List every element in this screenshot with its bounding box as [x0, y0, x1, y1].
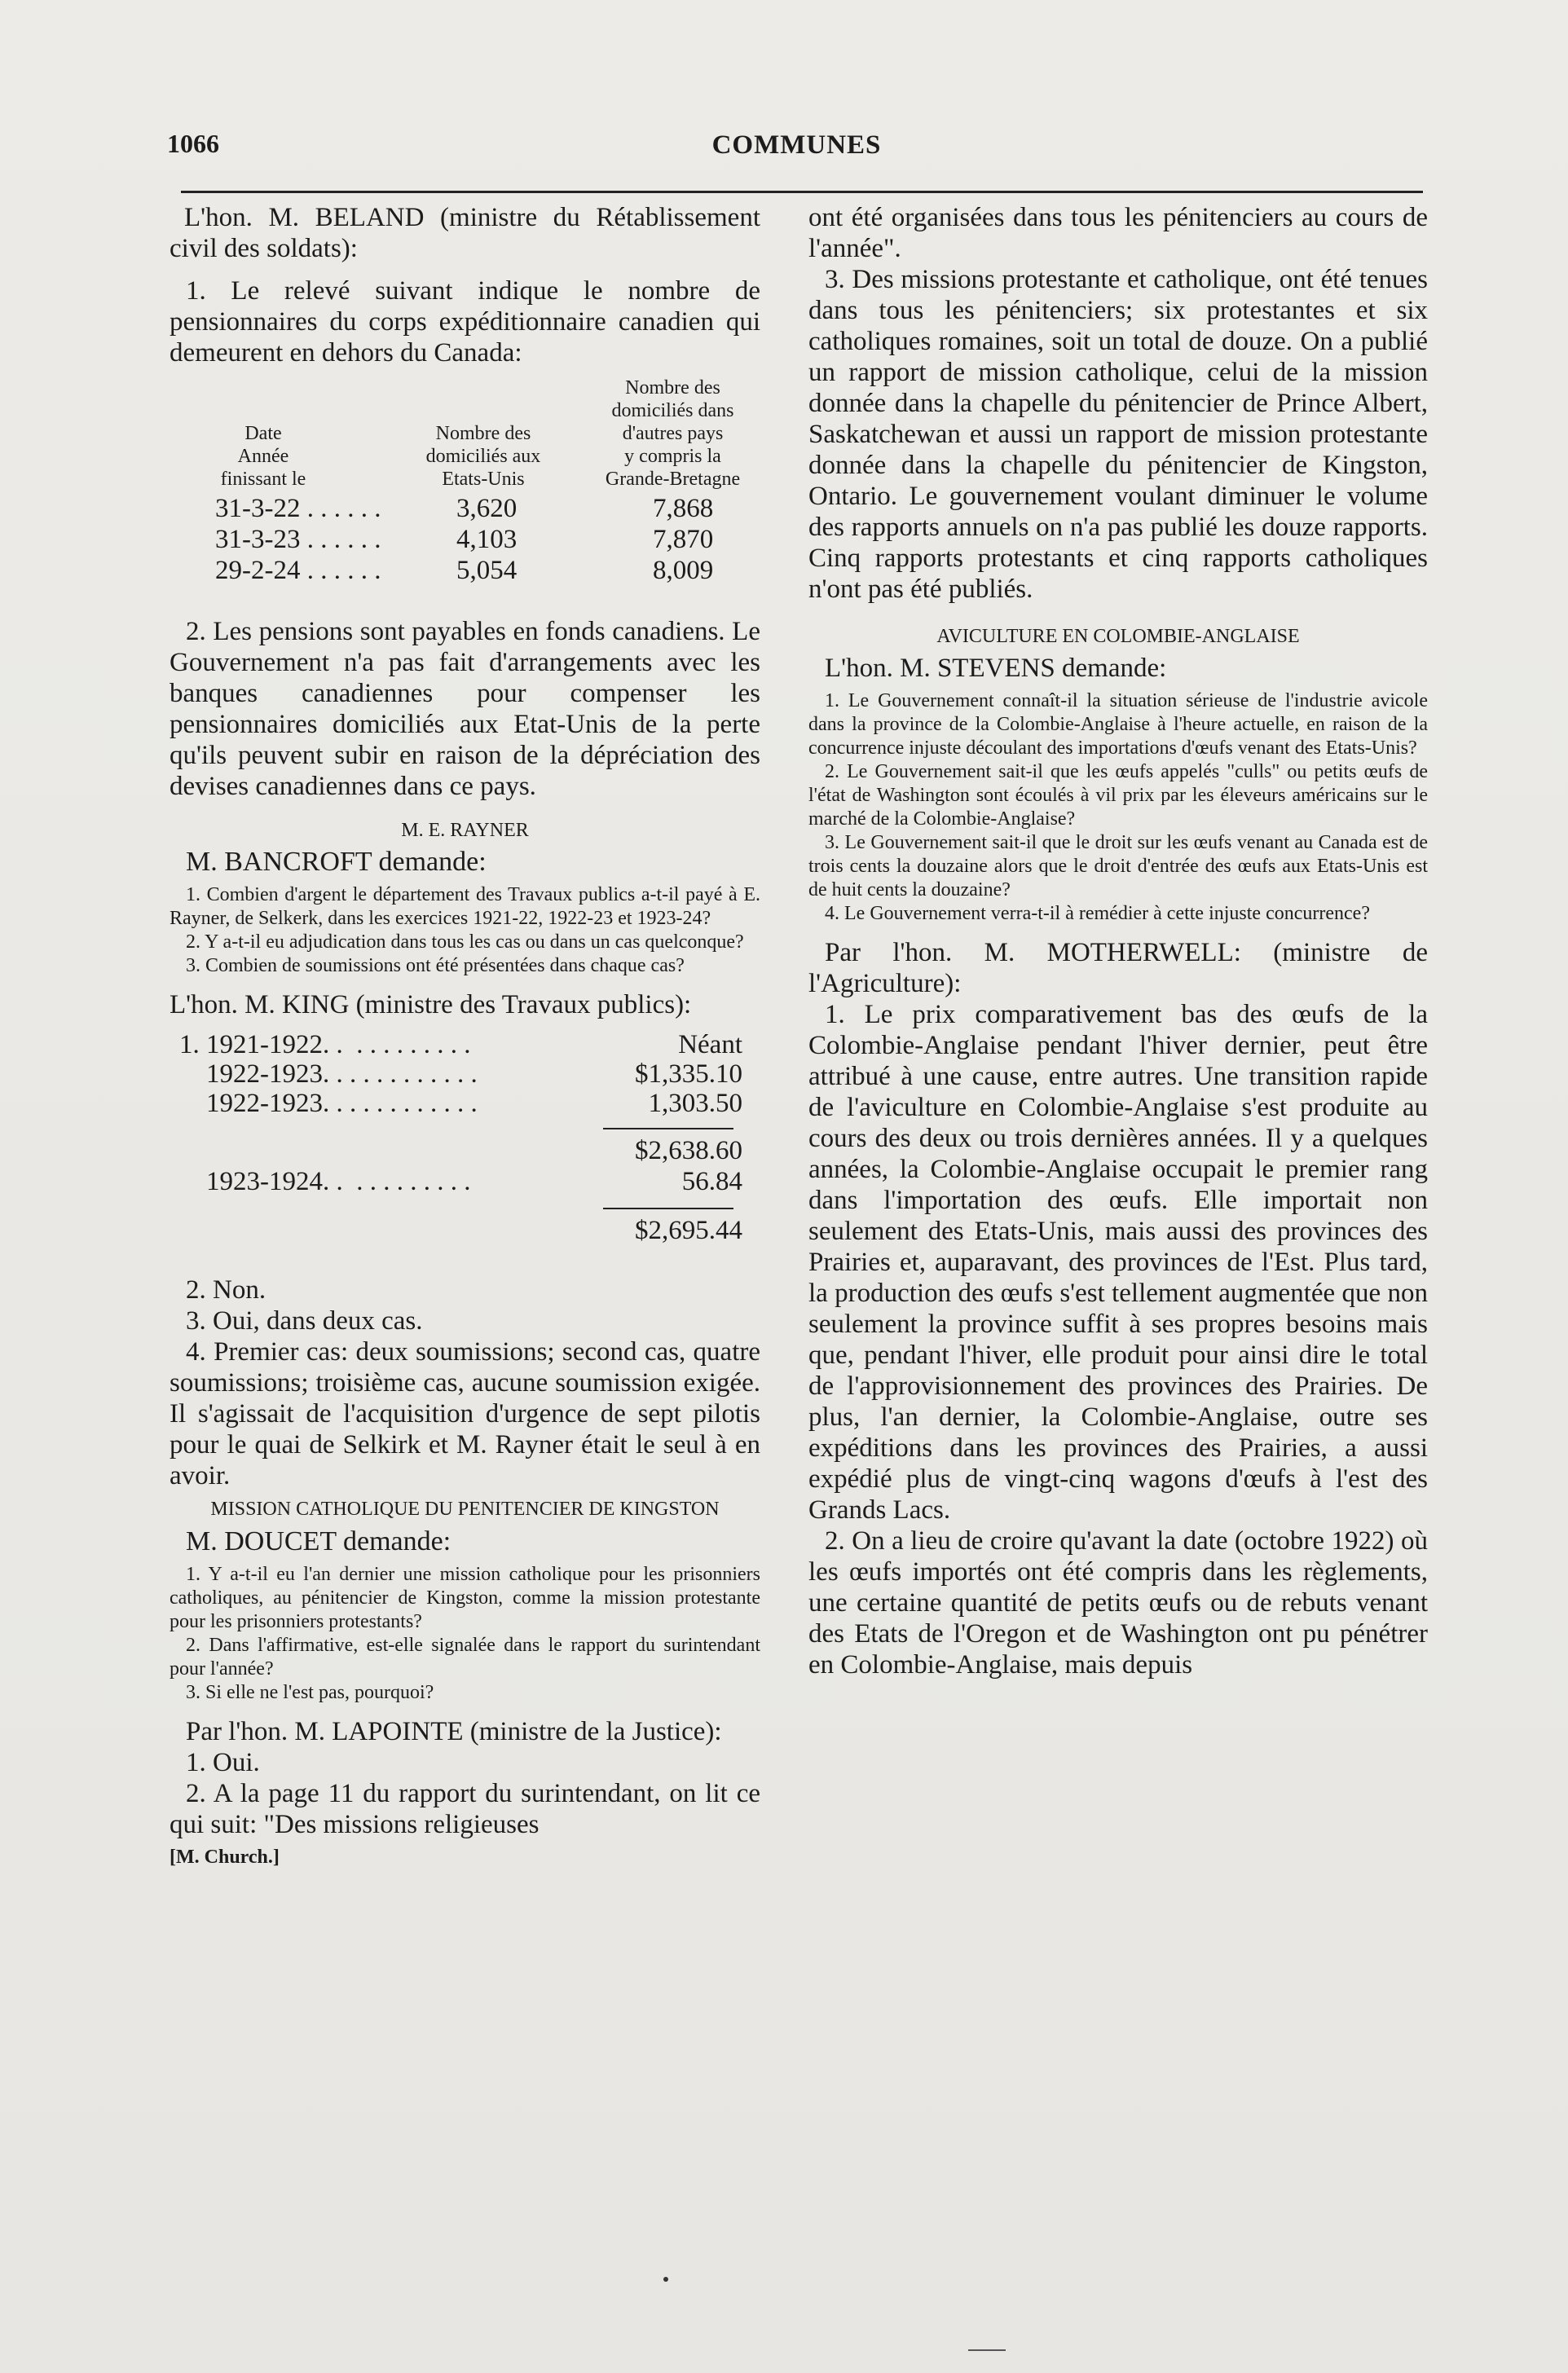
lapointe-intro: Par l'hon. M. LAPOINTE (ministre de la Justice):	[186, 1717, 722, 1746]
amount-label: 1922-1923. . . . . . . . . . . .	[179, 1059, 478, 1089]
sum-rule	[603, 1208, 733, 1209]
king-answer-2: 2. Non.	[186, 1275, 266, 1305]
stevens-question-2: 2. Le Gouvernement sait-il que les œufs appelés "culls" ou petits œufs de l'état de Washington sont écoulés à vil prix par les éleveurs américains sur le marché de la Colombie-Anglaise?	[808, 761, 1428, 830]
amount-value: $1,335.10	[635, 1059, 742, 1089]
pension-row-other: 7,870	[653, 525, 714, 554]
bancroft-question-2: 2. Y a-t-il eu adjudication dans tous les cas ou dans un cas quelconque?	[186, 931, 744, 953]
amount-value: 56.84	[681, 1167, 742, 1196]
mission-heading: MISSION CATHOLIQUE DU PENITENCIER DE KINGSTON	[210, 1499, 720, 1520]
signature-note: [M. Church.]	[170, 1847, 280, 1868]
amount-value: 1,303.50	[648, 1089, 742, 1118]
pension-table-col1-header: Date Année finissant le	[220, 423, 306, 490]
stevens-asks: L'hon. M. STEVENS demande:	[825, 654, 1167, 683]
beland-intro: L'hon. M. BELAND (ministre du Rétablissement civil des soldats):	[170, 203, 760, 263]
page-speck	[968, 2349, 1006, 2351]
motherwell-intro: Par l'hon. M. MOTHERWELL: (ministre de l'Agriculture):	[808, 938, 1428, 998]
pension-row-date: 31-3-22 . . . . . .	[215, 494, 381, 523]
stevens-question-1: 1. Le Gouvernement connaît-il la situation sérieuse de l'industrie avicole dans la province de la Colombie-Anglaise à l'heure actuelle, en raison de la concurrence injuste découlant des importations d'œufs venant des Etats-Unis?	[808, 690, 1428, 759]
continued-paragraph: ont été organisées dans tous les pénitenciers au cours de l'année".	[808, 203, 1428, 263]
right-column	[808, 202, 1428, 1680]
doucet-question-3: 3. Si elle ne l'est pas, pourquoi?	[186, 1682, 434, 1703]
motherwell-answer-2: 2. On a lieu de croire qu'avant la date (octobre 1922) où les œufs importés ont été compris dans les règlements, une certaine quantité de petits œufs ou de rebuts venant des Etats de l'Oregon et de Washington ont pu pénétrer en Colombie-Anglaise, mais depuis	[808, 1526, 1428, 1680]
king-answer-3: 3. Oui, dans deux cas.	[186, 1306, 423, 1336]
pension-row-other: 8,009	[653, 556, 714, 585]
bancroft-question-1: 1. Combien d'argent le département des Travaux publics a-t-il payé à E. Rayner, de Selkerk, dans les exercices 1921-22, 1922-23 et 1923-24?	[170, 884, 760, 929]
beland-answer-2: 2. Les pensions sont payables en fonds canadiens. Le Gouvernement n'a pas fait d'arrangements avec les banques canadiennes pour compenser les pensionnaires domiciliés aux Etat-Unis de la perte qu'ils peuvent subir en raison de la dépréciation des devises canadiennes dans ce pays.	[170, 617, 760, 801]
aviculture-heading: AVICULTURE EN COLOMBIE-ANGLAISE	[936, 626, 1300, 647]
left-column	[170, 202, 760, 1869]
amount-value: $2,695.44	[635, 1216, 742, 1245]
sum-rule	[603, 1128, 733, 1129]
amount-label: 1. 1921-1922. . . . . . . . . . .	[179, 1030, 471, 1059]
running-title: COMMUNES	[711, 130, 882, 160]
stevens-question-3: 3. Le Gouvernement sait-il que le droit sur les œufs venant au Canada est de trois cents la douzaine alors que le droit d'entrée des œufs aux Etats-Unis est de huit cents la douzaine?	[808, 832, 1428, 900]
pension-row-date: 31-3-23 . . . . . .	[215, 525, 381, 554]
pension-row-us: 3,620	[456, 494, 518, 523]
pension-row-other: 7,868	[653, 494, 714, 523]
amounts-list	[170, 1027, 760, 1271]
lapointe-answer-2: 2. A la page 11 du rapport du surintendant, on lit ce qui suit: "Des missions religieuses	[170, 1779, 760, 1839]
pension-table-col2-header: Nombre des domiciliés aux Etats-Unis	[425, 423, 541, 490]
header-rule	[181, 191, 1423, 193]
pension-table	[170, 372, 760, 616]
motherwell-answer-1: 1. Le prix comparativement bas des œufs de la Colombie-Anglaise pendant l'hiver dernier, peut être attribué à une cause, entre autres. Une transition rapide de l'aviculture en Colombie-Anglaise s'est produite au cours des deux ou trois dernières années. Il y a quelques années, la Colombie-Anglaise occupait le premier rang dans l'importation des œufs. Elle importait non seulement des Etats-Unis, mais aussi des provinces des Prairies et, auparavant, des provinces de l'Est. Plus tard, la production des œufs s'est tellement augmentée que non seulement la province suffit à ses propres besoins mais que, pendant l'hiver, elle produit pour ainsi dire le total de l'approvisionnement des provinces des Prairies. De plus, l'an dernier, la Colombie-Anglaise, outre ses expéditions dans les provinces des Prairies, a aussi expédié plus de vingt-cinq wagons d'œufs à l'est des Grands Lacs.	[808, 1000, 1428, 1525]
beland-answer-1: 1. Le relevé suivant indique le nombre de pensionnaires du corps expéditionnaire canadien qui demeurent en dehors du Canada:	[170, 276, 760, 368]
king-answer-4: 4. Premier cas: deux soumissions; second cas, quatre soumissions; troisième cas, aucune soumission exigée. Il s'agissait de l'acquisition d'urgence de sept pilotis pour le quai de Selkirk et M. Rayner était le seul à en avoir.	[170, 1337, 760, 1490]
lapointe-answer-1: 1. Oui.	[186, 1748, 260, 1777]
king-intro: L'hon. M. KING (ministre des Travaux publics):	[170, 990, 692, 1019]
pension-row-us: 5,054	[456, 556, 518, 585]
amount-value: Néant	[678, 1030, 742, 1059]
pension-row-us: 4,103	[456, 525, 518, 554]
doucet-asks: M. DOUCET demande:	[186, 1526, 451, 1556]
lapointe-answer-3: 3. Des missions protestante et catholique, ont été tenues dans tous les pénitenciers; six protestantes et six catholiques romaines, soit un total de douze. On a publié un rapport de mission catholique, celui de la mission donnée dans la chapelle du pénitencier de Prince Albert, Saskatchewan et aussi un rapport de mission protestante donnée dans la chapelle du pénitencier de Kingston, Ontario. Le gouvernement voulant diminuer le volume des rapports annuels on n'a pas publié les douze rapports. Cinq rapports protestants et cinq rapports catholiques n'ont pas été publiés.	[808, 265, 1428, 604]
page-header	[167, 129, 1426, 170]
bancroft-question-3: 3. Combien de soumissions ont été présentées dans chaque cas?	[186, 955, 685, 976]
amount-label: 1922-1923. . . . . . . . . . . .	[179, 1089, 478, 1118]
stevens-question-4: 4. Le Gouvernement verra-t-il à remédier à cette injuste concurrence?	[825, 903, 1370, 924]
rayner-heading: M. E. RAYNER	[401, 820, 529, 841]
pension-row-date: 29-2-24 . . . . . .	[215, 556, 381, 585]
amount-value: $2,638.60	[635, 1136, 742, 1165]
pension-table-col3-header: Nombre des domiciliés dans d'autres pays y compris la Grande-Bretagne	[605, 377, 741, 490]
page-number: 1066	[167, 129, 219, 158]
amount-label: 1923-1924. . . . . . . . . . .	[179, 1167, 471, 1196]
doucet-question-1: 1. Y a-t-il eu l'an dernier une mission catholique pour les prisonniers catholiques, au pénitencier de Kingston, comme la mission protestante pour les prisonniers protestants?	[170, 1564, 760, 1632]
bancroft-asks: M. BANCROFT demande:	[186, 847, 487, 877]
doucet-question-2: 2. Dans l'affirmative, est-elle signalée dans le rapport du surintendant pour l'année?	[170, 1635, 760, 1680]
page-speck	[663, 2277, 668, 2282]
